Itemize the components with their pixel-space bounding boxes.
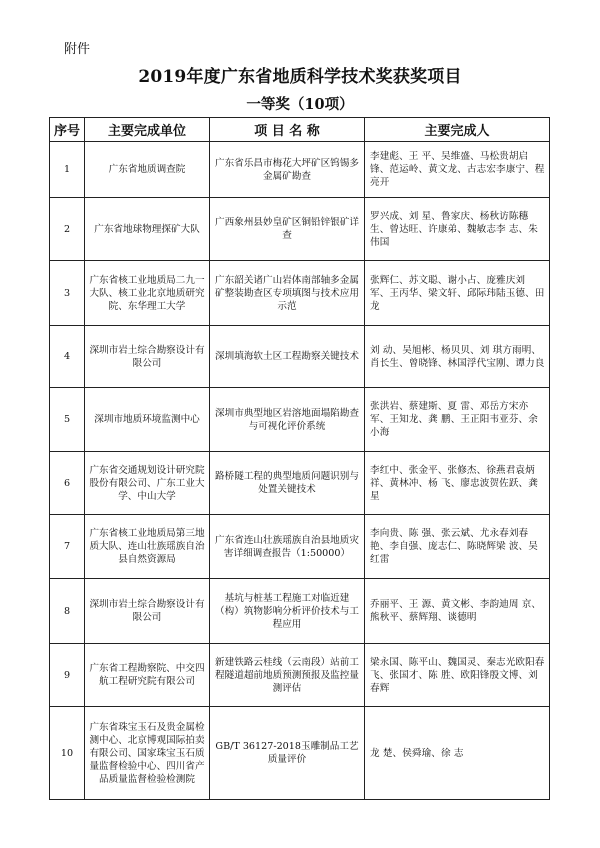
header-people: 主要完成人 — [365, 118, 550, 142]
row-unit: 广东省核工业地质局二九一大队、核工业北京地质研究院、东华理工大学 — [85, 261, 210, 326]
table-header-row — [50, 118, 550, 142]
row-no: 9 — [50, 644, 85, 707]
row-no: 10 — [50, 707, 85, 800]
row-project: 深圳市典型地区岩溶地面塌陷勘查与可视化评价系统 — [210, 388, 365, 452]
award-tier-subtitle: 一等奖（10项） — [246, 96, 354, 113]
row-project: GB/T 36127-2018玉雕制品工艺质量评价 — [210, 707, 365, 800]
row-unit: 广东省珠宝玉石及贵金属检测中心、北京博观国际拍卖有限公司、国家珠宝玉石质量监督检验中心、四川省产品质量监督检验检测院 — [85, 707, 210, 800]
table-row — [50, 707, 550, 800]
table-row — [50, 579, 550, 644]
table-row — [50, 261, 550, 326]
row-project: 基坑与桩基工程施工对临近建（构）筑物影响分析评价技术与工程应用 — [210, 579, 365, 644]
row-project: 深圳填海软土区工程勘察关键技术 — [210, 326, 365, 388]
table-row — [50, 515, 550, 579]
row-project: 新建铁路云桂线（云南段）站前工程隧道超前地质预测预报及监控量测评估 — [210, 644, 365, 707]
award-table — [49, 117, 550, 800]
table-row — [50, 198, 550, 261]
row-unit: 广东省核工业地质局第三地质大队、连山壮族瑶族自治县自然资源局 — [85, 515, 210, 579]
row-no: 2 — [50, 198, 85, 261]
row-people: 梁永国、陈平山、魏国灵、秦志光欧阳春飞、张国才、陈 胜、欧阳锋殷文博、刘春辉 — [365, 644, 550, 707]
row-project: 广东省连山壮族瑶族自治县地质灾害详细调查报告（1:50000） — [210, 515, 365, 579]
table-row — [50, 326, 550, 388]
table-row — [50, 142, 550, 198]
attachment-label: 附件 — [64, 42, 91, 57]
page-title: 2019年度广东省地质科学技术奖获奖项目 — [138, 67, 462, 87]
row-no: 3 — [50, 261, 85, 326]
row-people: 张洪岩、蔡建斯、夏 雷、邓岳方宋亦军、王知龙、龚 鹏、王正阳韦亚芬、余小海 — [365, 388, 550, 452]
row-unit: 广东省工程勘察院、中交四航工程研究院有限公司 — [85, 644, 210, 707]
header-unit: 主要完成单位 — [85, 118, 210, 142]
row-people: 龙 楚、侯舜瑜、徐 志 — [365, 707, 550, 800]
row-unit: 深圳市地质环境监测中心 — [85, 388, 210, 452]
row-unit: 深圳市岩土综合勘察设计有限公司 — [85, 326, 210, 388]
row-no: 5 — [50, 388, 85, 452]
table-row — [50, 452, 550, 515]
row-no: 8 — [50, 579, 85, 644]
row-no: 1 — [50, 142, 85, 198]
row-project: 广西象州县妙皇矿区铜铅锌银矿详查 — [210, 198, 365, 261]
row-people: 李红中、张金平、张修杰、徐燕君袁炳祥、黄林冲、杨 飞、廖忠波贺佐跃、龚 星 — [365, 452, 550, 515]
row-no: 6 — [50, 452, 85, 515]
row-unit: 广东省交通规划设计研究院股份有限公司、广东工业大学、中山大学 — [85, 452, 210, 515]
row-people: 乔丽平、王 源、黄文彬、李韵迪周 京、熊秋平、蔡辉翔、谈德明 — [365, 579, 550, 644]
row-people: 罗兴成、刘 星、鲁家庆、杨秋访陈穗生、曾达旺、许康弟、魏敏志李 志、朱伟国 — [365, 198, 550, 261]
row-no: 4 — [50, 326, 85, 388]
row-no: 7 — [50, 515, 85, 579]
row-people: 李建彪、王 平、吴维盛、马松贵胡启锋、范运岭、黄文龙、古志宏李康宁、程亮开 — [365, 142, 550, 198]
table-row — [50, 644, 550, 707]
row-unit: 广东省地质调查院 — [85, 142, 210, 198]
row-people: 张辉仁、苏文聪、谢小占、庞雅庆刘 军、王丙华、梁文轩、邱际玮陆玉德、田 龙 — [365, 261, 550, 326]
row-people: 刘 动、吴旭彬、杨贝贝、刘 琪方雨明、肖长生、曾晓锋、林国浮代宝刚、谭力良 — [365, 326, 550, 388]
header-no: 序号 — [50, 118, 85, 142]
row-project: 广东韶关诸广山岩体南部轴多金属矿整装勘查区专项填图与技术应用示范 — [210, 261, 365, 326]
table-row — [50, 388, 550, 452]
row-unit: 广东省地球物理探矿大队 — [85, 198, 210, 261]
row-project: 路桥隧工程的典型地质问题识别与处置关键技术 — [210, 452, 365, 515]
row-project: 广东省乐昌市梅花大坪矿区钨锡多金属矿勘查 — [210, 142, 365, 198]
header-project: 项 目 名 称 — [210, 118, 365, 142]
row-unit: 深圳市岩土综合勘察设计有限公司 — [85, 579, 210, 644]
row-people: 李向贵、陈 强、张云斌、尤永春刘春艳、李自强、庞志仁、陈晓辉梁 波、吴红雷 — [365, 515, 550, 579]
